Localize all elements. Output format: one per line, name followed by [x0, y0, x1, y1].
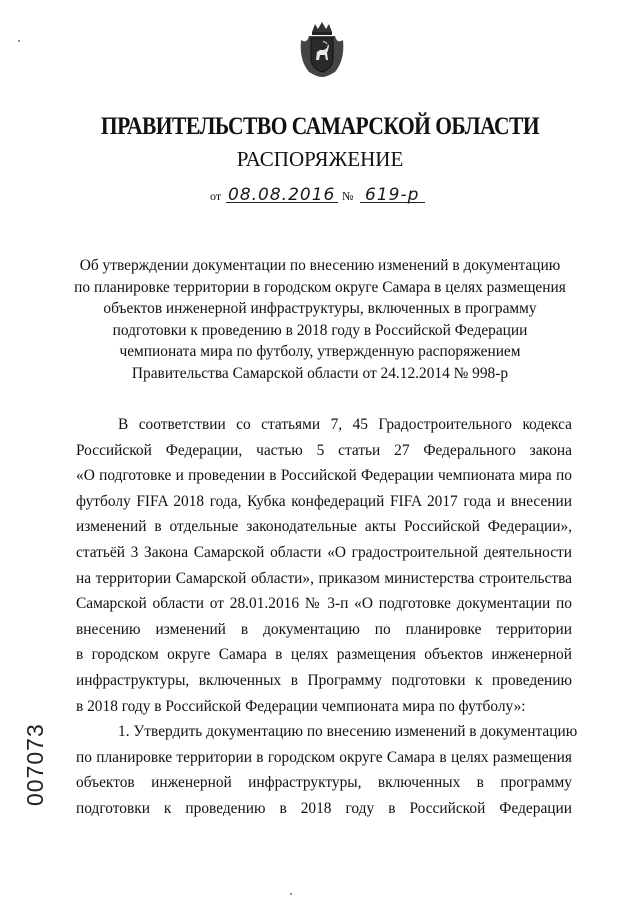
body-line: В соответствии со статьями 7, 45 Градостроительного кодекса	[118, 416, 572, 433]
subject-line: объектов инженерной инфраструктуры, включенных в программу	[103, 300, 537, 317]
government-title: ПРАВИТЕЛЬСТВО САМАРСКОЙ ОБЛАСТИ	[100, 113, 540, 140]
side-registration-number: 007073	[22, 723, 48, 806]
body-line: объектов инженерной инфраструктуры, включенных в программу	[76, 774, 572, 792]
number-value: 619-р	[365, 185, 420, 205]
body-text	[76, 412, 578, 822]
body-line: в городском округе Самара в целях размещения объектов инженерной	[76, 646, 572, 664]
subject-line: по планировке территории в городском округе Самара в целях размещения	[74, 278, 566, 296]
body-line: в 2018 году в Российской Федерации чемпионата мира по футболу»:	[76, 697, 526, 715]
number-prefix: №	[342, 189, 354, 203]
body-line: инфраструктуры, включенных в Программу подготовки к проведению	[76, 671, 572, 689]
body-line: Самарской области от 28.01.2016 № 3-п «О подготовке документации по	[76, 595, 572, 613]
subject-line: Об утверждении документации по внесению изменений в документацию	[79, 257, 561, 274]
subject-line: чемпионата мира по футболу, утвержденную распоряжением	[119, 343, 521, 360]
body-line: изменений в отдельные законодательные акты Российской Федерации»,	[76, 518, 572, 536]
coat-of-arms-icon	[297, 20, 347, 78]
date-prefix: от	[210, 189, 222, 203]
body-line: по планировке территории в городском округе Самара в целях размещения	[76, 748, 572, 766]
body-line: Российской Федерации, частью 5 статьи 27 Федерального закона	[76, 441, 572, 459]
subject-block	[70, 255, 570, 384]
body-line: подготовки к проведению в 2018 году в Российской Федерации	[76, 799, 572, 817]
body-line: на территории Самарской области», приказом министерства строительства	[76, 569, 572, 587]
scan-speck	[290, 893, 292, 895]
subject-line: Правительства Самарской области от 24.12.2014 № 998-р	[131, 364, 509, 382]
body-line: 1. Утвердить документацию по внесению изменений в документацию	[118, 723, 578, 741]
body-line: внесению изменений в документацию по планировке территории	[76, 620, 572, 638]
subject-line: подготовки к проведению в 2018 году в Российской Федерации	[112, 321, 528, 339]
body-line: статьёй 3 Закона Самарской области «О градостроительной деятельности	[76, 543, 572, 561]
document-type: РАСПОРЯЖЕНИЕ	[236, 147, 404, 171]
date-number-line	[210, 182, 440, 212]
date-value: 08.08.2016	[228, 185, 336, 205]
body-line: футболу FIFA 2018 года, Кубка конфедераций FIFA 2017 года и внесении	[76, 492, 572, 510]
body-line: «О подготовке и проведении в Российской Федерации чемпионата мира по	[76, 467, 572, 485]
scan-speck	[18, 40, 20, 42]
